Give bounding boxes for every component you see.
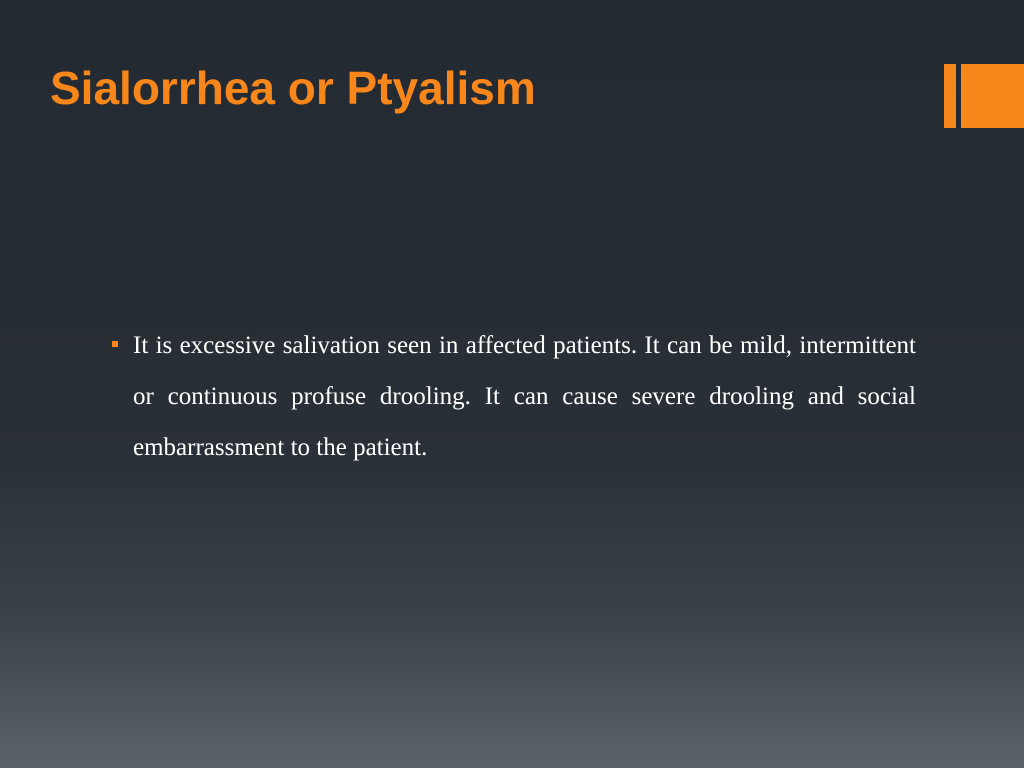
accent-bar-thin [944, 64, 956, 128]
bullet-item [112, 320, 916, 473]
slide-content [112, 320, 916, 473]
bullet-text: It is excessive salivation seen in affected patients. It can be mild, intermittent or continuous profuse drooling. It can cause severe drooling and social embarrassment to the patient. [133, 332, 916, 461]
slide-title: Sialorrhea or Ptyalism [50, 62, 536, 114]
accent-bar-thick [961, 64, 1024, 128]
square-bullet-icon [112, 341, 118, 347]
